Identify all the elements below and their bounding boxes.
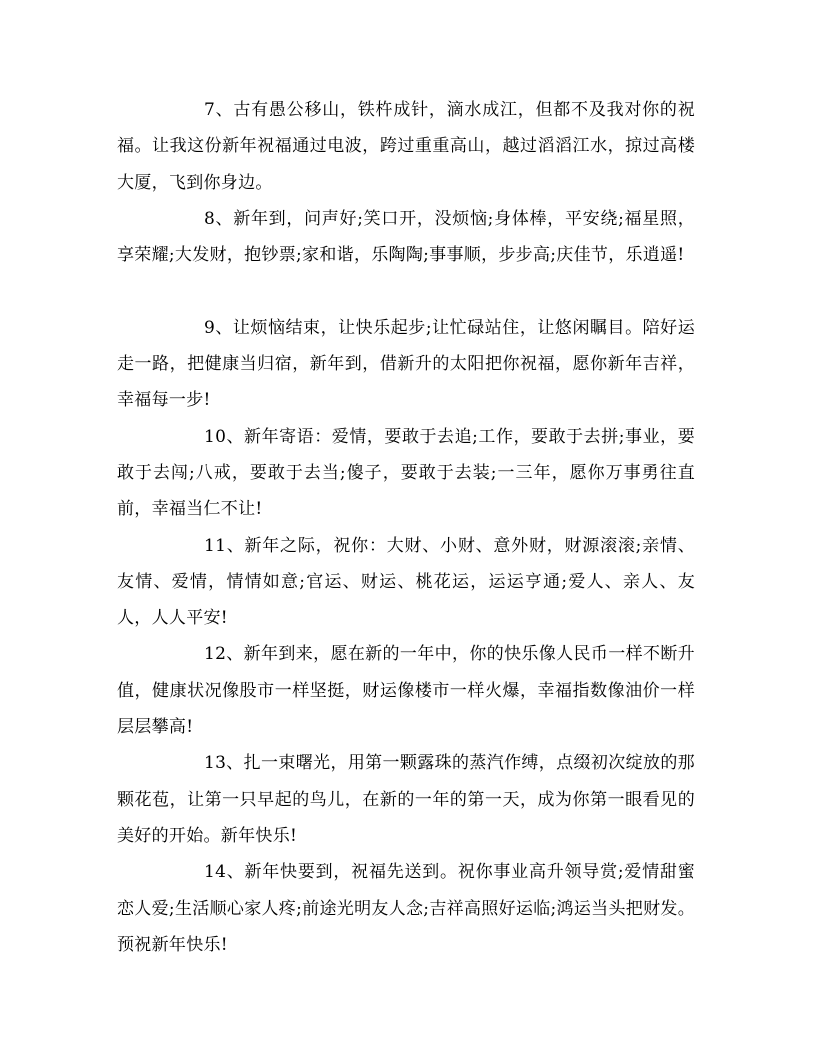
paragraph-9: 9、让烦恼结束，让快乐起步;让忙碌站住，让悠闲瞩目。陪好运走一路，把健康当归宿，新年到，借新升的太阳把你祝福，愿你新年吉祥，幸福每一步! [117, 317, 695, 411]
paragraph-10: 10、新年寄语：爱情，要敢于去追;工作，要敢于去拼;事业，要敢于去闯;八戒，要敢于去当;傻子，要敢于去装;一三年，愿你万事勇往直前，幸福当仁不让! [117, 426, 695, 520]
paragraph-7: 7、古有愚公移山，铁杵成针，滴水成江，但都不及我对你的祝福。让我这份新年祝福通过电波，跨过重重高山，越过滔滔江水，掠过高楼大厦，飞到你身边。 [117, 100, 695, 193]
paragraph-8: 8、新年到，问声好;笑口开，没烦恼;身体棒，平安绕;福星照，享荣耀;大发财，抱钞票;家和谐，乐陶陶;事事顺，步步高;庆佳节，乐逍遥! [117, 208, 695, 266]
document-body [117, 92, 695, 963]
paragraph-14: 14、新年快要到，祝福先送到。祝你事业高升领导赏;爱情甜蜜恋人爱;生活顺心家人疼;前途光明友人念;吉祥高照好运临;鸿运当头把财发。预祝新年快乐! [117, 862, 695, 955]
paragraph-12: 12、新年到来，愿在新的一年中，你的快乐像人民币一样不断升值，健康状况像股市一样坚挺，财运像楼市一样火爆，幸福指数像油价一样层层攀高! [117, 644, 695, 738]
paragraph-13: 13、扎一束曙光，用第一颗露珠的蒸汽作缚，点缀初次绽放的那颗花苞，让第一只早起的鸟儿，在新的一年的第一天，成为你第一眼看见的美好的开始。新年快乐! [117, 753, 695, 846]
paragraph-11: 11、新年之际，祝你：大财、小财、意外财，财源滚滚;亲情、友情、爱情，情情如意;官运、财运、桃花运，运运亨通;爱人、亲人、友人，人人平安! [117, 535, 695, 629]
